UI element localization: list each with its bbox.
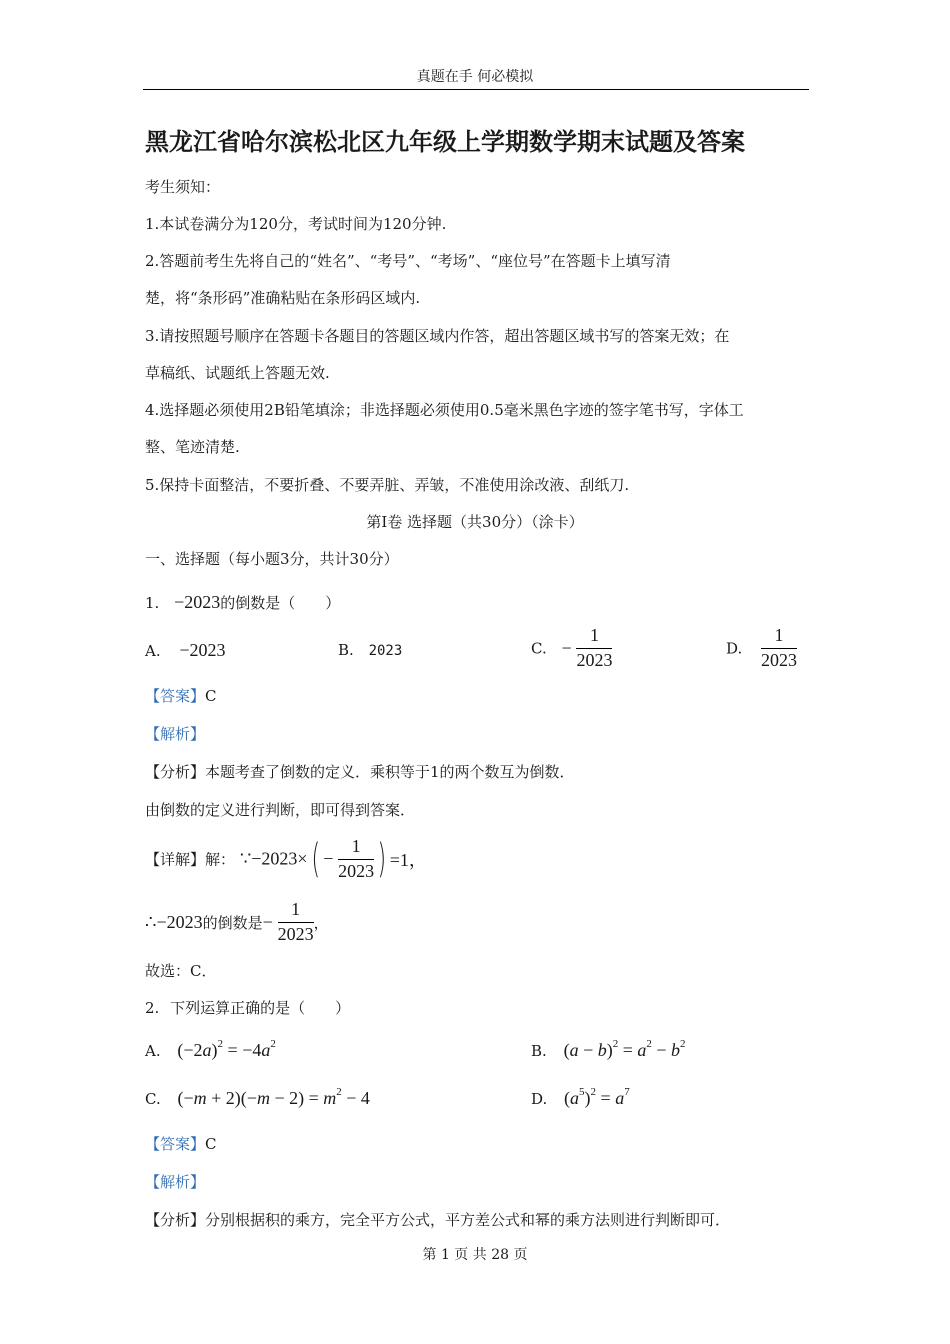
header-rule	[143, 89, 809, 90]
fraction-bar	[278, 922, 314, 923]
option-label: B.	[338, 641, 354, 659]
notice-line-2b: 楚，将“条形码”准确粘贴在条形码区域内.	[145, 289, 421, 307]
fraction-sign: −	[561, 637, 572, 658]
option-formula: $(-m + 2)(-m - 2) = m^2 - 4$	[177, 1086, 370, 1108]
because-symbol: ∵	[239, 848, 252, 869]
numerator: 1	[291, 899, 301, 919]
fraction	[761, 626, 797, 671]
left-paren: (	[311, 836, 320, 882]
part-heading: 一、选择题（每小题3分，共计30分）	[145, 550, 399, 568]
option-label: D.	[531, 1090, 548, 1108]
volume-heading: 第Ⅰ卷 选择题（共30分）（涂卡）	[366, 513, 584, 531]
fenxi-tag: 【分析】	[145, 1211, 206, 1229]
denominator: 2023	[338, 860, 375, 881]
q1-option-b	[338, 641, 402, 659]
therefore-text: 的倒数是	[202, 913, 263, 932]
detail-prefix: 解：	[205, 850, 236, 869]
option-label: C.	[531, 639, 547, 658]
document-title: 黑龙江省哈尔滨松北区九年级上学期数学期末试题及答案	[145, 128, 745, 156]
notice-heading: 考生须知：	[145, 178, 221, 196]
notice-line-4b: 整、笔迹清楚.	[145, 438, 240, 456]
option-label: C.	[145, 1090, 161, 1108]
fraction-bar	[338, 859, 374, 860]
notice-line-5: 5.保持卡面整洁，不要折叠、不要弄脏、弄皱，不准使用涂改液、刮纸刀.	[145, 476, 630, 494]
option-formula: $(a^5)^2 = a^7$	[564, 1086, 630, 1108]
option-value: 2023	[368, 643, 403, 659]
answer-tag: 【答案】	[145, 1135, 206, 1153]
fraction-bar	[576, 648, 612, 649]
numerator: 1	[351, 835, 361, 856]
q2-option-d	[531, 1086, 630, 1109]
q1-fenxi-2: 由倒数的定义进行判断，即可得到答案．	[145, 801, 416, 819]
q1-fenxi	[145, 761, 575, 782]
right-paren: )	[377, 836, 387, 882]
numerator: 1	[774, 625, 784, 645]
question-text: 的倒数是（ ）	[220, 594, 341, 612]
q2-option-a	[145, 1038, 276, 1061]
detail-lhs: −2023×	[251, 848, 308, 869]
q2-option-b	[531, 1038, 686, 1061]
option-label: A.	[145, 1042, 161, 1060]
fenxi-text: 本题考查了倒数的定义．乘积等于1的两个数互为倒数．	[205, 763, 575, 781]
question-expression: −2023	[174, 592, 221, 612]
option-label: D.	[726, 639, 743, 658]
notice-line-3a: 3.请按照题号顺序在答题卡各题目的答题区域内作答，超出答题区域书写的答案无效；在	[145, 327, 730, 345]
fraction	[338, 837, 374, 882]
numerator: 1	[589, 625, 599, 645]
therefore-end: ，	[313, 913, 329, 932]
q2-answer	[145, 1133, 217, 1154]
question-1	[145, 592, 340, 613]
notice-line-1: 1.本试卷满分为120分，考试时间为120分钟.	[145, 215, 447, 233]
answer-tag: 【答案】	[145, 687, 206, 705]
fraction-sign: −	[323, 848, 334, 869]
question-number: 2.	[145, 999, 160, 1017]
therefore-symbol: ∴	[145, 911, 157, 932]
q1-conclusion: 故选：C．	[145, 962, 217, 980]
q1-option-d	[726, 626, 797, 671]
q1-therefore	[145, 900, 329, 945]
detail-rhs: =1，	[389, 850, 427, 870]
answer-value: C	[205, 1135, 217, 1153]
q2-option-c	[145, 1086, 370, 1109]
denominator: 2023	[761, 649, 798, 670]
option-formula: $(a - b)^2 = a^2 - b^2$	[563, 1038, 686, 1060]
question-number: 1.	[145, 594, 160, 612]
fenxi-text: 分别根据积的乘方，完全平方公式，平方差公式和幂的乘方法则进行判断即可．	[205, 1211, 731, 1229]
notice-line-4a: 4.选择题必须使用2B铅笔填涂；非选择题必须使用0.5毫米黑色字迹的签字笔书写，字体工	[145, 401, 744, 419]
question-text: 下列运算正确的是（ ）	[170, 999, 351, 1017]
denominator: 2023	[277, 923, 314, 944]
q1-detail	[145, 836, 427, 882]
fraction-bar	[761, 648, 797, 649]
q1-answer	[145, 685, 217, 706]
therefore-expr: −2023	[156, 911, 203, 932]
option-label: A.	[145, 642, 161, 660]
fraction-sign: −	[262, 911, 273, 932]
q2-analysis-tag: 【解析】	[145, 1173, 206, 1191]
page-header: 真题在手 何必模拟	[416, 69, 534, 85]
q1-option-c	[531, 626, 612, 671]
q1-analysis-tag: 【解析】	[145, 725, 206, 743]
option-value: −2023	[179, 640, 226, 660]
option-formula: $(-2a)^2 = -4a^2$	[177, 1038, 276, 1060]
notice-line-2a: 2.答题前考生先将自己的“姓名”、“考号”、“考场”、“座位号”在答题卡上填写清	[145, 252, 671, 270]
page-footer: 第 1 页 共 28 页	[422, 1247, 528, 1263]
fraction	[576, 626, 612, 671]
denominator: 2023	[576, 649, 613, 670]
fraction	[278, 900, 314, 945]
question-2	[145, 997, 350, 1018]
answer-value: C	[205, 687, 217, 705]
q2-fenxi	[145, 1209, 730, 1230]
notice-line-3b: 草稿纸、试题纸上答题无效.	[145, 364, 330, 382]
option-label: B.	[531, 1042, 547, 1060]
detail-tag: 【详解】	[145, 850, 206, 869]
q1-option-a	[145, 640, 226, 661]
fenxi-tag: 【分析】	[145, 763, 206, 781]
